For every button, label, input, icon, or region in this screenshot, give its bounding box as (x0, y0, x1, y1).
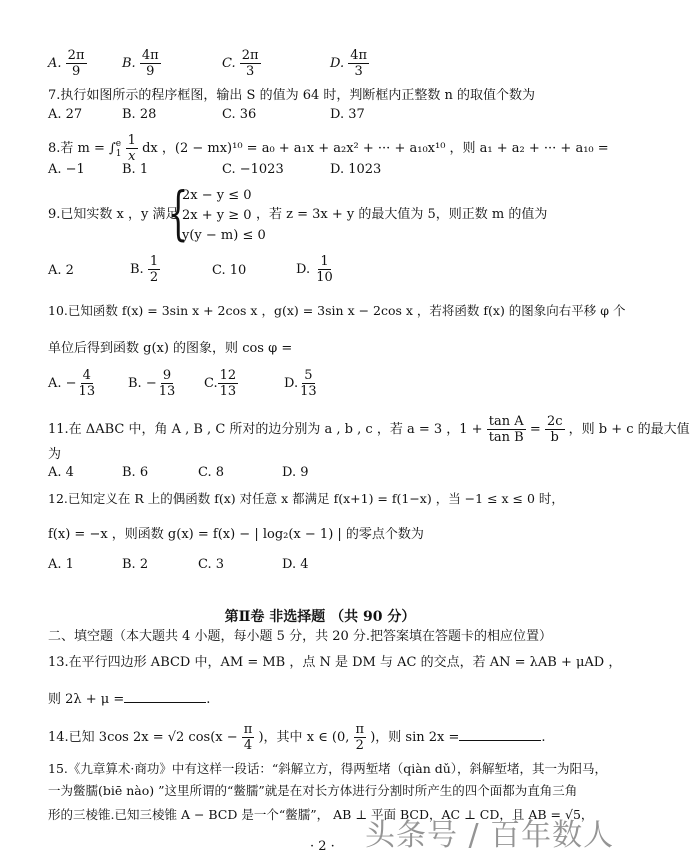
q11-option-a: A. 4 (48, 465, 74, 480)
lower-limit: 1 (115, 148, 122, 159)
numerator: π (243, 722, 253, 737)
section-subtitle: 二、填空题（本大题共 4 小题，每小题 5 分，共 20 分.把答案填在答题卡的相应位置） (48, 629, 553, 644)
numerator: 1 (149, 254, 159, 269)
q10-option-a (48, 368, 97, 399)
q8-stem (48, 133, 609, 164)
q8-option-b: B. 1 (122, 162, 149, 177)
q9-option-d (296, 254, 335, 285)
option-label: B. (122, 56, 136, 71)
numerator: 1 (127, 133, 136, 148)
answer-blank (124, 688, 206, 703)
denominator: 3 (354, 64, 363, 79)
numerator: 2π (67, 48, 85, 63)
q11-option-b: B. 6 (122, 465, 149, 480)
q11-stem (48, 414, 690, 445)
q9-stem-post: ，若 z = 3x + y 的最大值为 5，则正数 m 的值为 (256, 207, 548, 222)
q11-option-c: C. 8 (198, 465, 225, 480)
denominator: 2 (355, 738, 364, 753)
q13-line2: 则 2λ + μ = . (48, 688, 210, 709)
option-label: B. (130, 262, 144, 277)
fraction (218, 368, 239, 399)
q12-line1: 12.已知定义在 R 上的偶函数 f(x) 对任意 x 都满足 f(x+1) = f(1−x) ，当 −1 ≤ x ≤ 0 时， (48, 491, 564, 506)
q9-option-a: A. 2 (48, 263, 74, 278)
watermark: 头条号 / 百年数人 (365, 818, 615, 853)
stem-text: )，则 sin 2x = (370, 730, 460, 745)
constraint: 2x + y ≥ 0 (182, 208, 252, 223)
fraction (157, 368, 178, 399)
q9-constraint-system (182, 186, 266, 246)
denominator: 13 (158, 384, 176, 399)
fraction (298, 368, 319, 399)
denominator: 10 (316, 270, 333, 285)
numerator: 2c (546, 414, 563, 429)
denominator: 3 (246, 64, 255, 79)
section-title: 第Ⅱ卷 非选择题 （共 90 分） (224, 609, 416, 625)
q7-option-c: C. 36 (222, 107, 257, 122)
page-number: · 2 · (310, 839, 335, 854)
q10-option-c (204, 368, 238, 399)
option-label: B. − (128, 376, 157, 391)
denominator: x (128, 149, 136, 164)
option-label: D. (284, 376, 299, 391)
q7-option-d: D. 37 (330, 107, 365, 122)
numerator: 5 (304, 368, 313, 383)
q6-option-a (48, 48, 87, 79)
fraction (148, 254, 160, 285)
option-label: D. (296, 262, 311, 277)
fraction (66, 48, 87, 79)
fraction (545, 414, 565, 445)
integral-limits (116, 139, 122, 159)
stem-text: ，则 b + c 的最大值 (568, 422, 690, 437)
numerator: 1 (320, 254, 329, 269)
stem-text: )，其中 x ∈ (0, (258, 730, 350, 745)
fraction (487, 414, 526, 445)
fraction (240, 48, 261, 79)
numerator: 4π (141, 48, 159, 63)
fraction (77, 368, 98, 399)
q9-stem-pre: 9.已知实数 x ，y 满足 (48, 207, 179, 222)
q14-stem: 14.已知 3cos 2x = √2 cos(x − $\frac{\pi}{4}$ )，其中 x ∈ (0, $\frac{\pi}{2}$ )，则 sin 2x = . (48, 722, 546, 753)
q7-stem: 7.执行如图所示的程序框图，输出 S 的值为 64 时，判断框内正整数 n 的取值个数为 (48, 88, 536, 103)
q9-option-c: C. 10 (212, 263, 247, 278)
q13-line1: 13.在平行四边形 ABCD 中，AM = MB ，点 N 是 DM 与 AC 的交点，若 AN = λAB + μAD ， (48, 655, 622, 670)
q15-line2: 一为鳖臑(biē nào) ”这里所谓的“鳖臑”就是在对长方体进行分割时所产生的四个面都为直角三角 (48, 783, 578, 798)
stem-text: 14.已知 3cos 2x = √2 cos(x − (48, 730, 238, 745)
denominator: 9 (71, 64, 81, 79)
q8-option-a: A. −1 (48, 162, 85, 177)
q10-option-d (284, 368, 319, 399)
option-label: A. − (48, 376, 77, 391)
denominator: 13 (219, 384, 237, 399)
denominator: 13 (78, 384, 96, 399)
fraction (140, 48, 161, 79)
q15-line1: 15.《九章算术·商功》中有这样一段话：“斜解立方，得两堑堵（qiàn dǔ），斜解堑堵，其一为阳马， (48, 761, 608, 776)
q12-option-a: A. 1 (48, 557, 74, 572)
q7-option-b: B. 28 (122, 107, 157, 122)
constraint: y(y − m) ≤ 0 (182, 228, 266, 243)
q9-option-b (130, 254, 160, 285)
q11-wrap: 为 (48, 447, 62, 462)
fraction (242, 722, 255, 753)
numerator: tan A (488, 414, 524, 429)
q10-line1: 10.已知函数 f(x) = 3sin x + 2cos x ，g(x) = 3sin x − 2cos x ，若将函数 f(x) 的图象向右平移 φ 个 (48, 303, 626, 318)
stem-text: 则 2λ + μ = (48, 692, 125, 707)
stem-text: 8.若 m = ∫ (48, 141, 116, 156)
denominator: 13 (300, 384, 317, 399)
q8-option-c: C. −1023 (222, 162, 284, 177)
q12-option-b: B. 2 (122, 557, 149, 572)
constraint: 2x − y ≤ 0 (182, 188, 252, 203)
numerator: π (355, 722, 365, 737)
numerator: 4π (350, 48, 368, 63)
q7-option-a: A. 27 (48, 107, 83, 122)
fraction (126, 133, 138, 164)
q10-line2: 单位后得到函数 g(x) 的图象，则 cos φ = (48, 341, 293, 356)
brace-icon: { (168, 179, 189, 247)
q11-option-d: D. 9 (282, 465, 309, 480)
option-label: D. (330, 56, 345, 71)
q6-option-c (222, 48, 261, 79)
denominator: b (550, 430, 559, 445)
option-label: C. (222, 56, 236, 71)
denominator: 4 (243, 738, 253, 753)
fraction (348, 48, 369, 79)
answer-blank (459, 726, 541, 741)
q10-option-b (128, 368, 177, 399)
q12-option-d: D. 4 (282, 557, 309, 572)
denominator: 9 (146, 64, 155, 79)
fraction (354, 722, 367, 753)
q12-option-c: C. 3 (198, 557, 225, 572)
numerator: 12 (219, 368, 237, 383)
q8-option-d: D. 1023 (330, 162, 382, 177)
option-label: A. (48, 56, 62, 71)
numerator: 2π (241, 48, 259, 63)
fraction (314, 254, 335, 285)
numerator: 9 (162, 368, 172, 383)
q6-option-b (122, 48, 161, 79)
equals-sign: = (529, 422, 541, 437)
q12-line2: f(x) = −x ，则函数 g(x) = f(x) − | log₂(x − 1) | 的零点个数为 (48, 527, 424, 542)
option-label: C. (204, 376, 218, 391)
q15-line3: 形的三棱锥.已知三棱锥 A − BCD 是一个“鳖臑”， AB ⊥ 平面 BCD，AC ⊥ CD，且 AB = √5， (48, 807, 594, 822)
denominator: tan B (488, 430, 524, 445)
upper-limit: e (115, 138, 122, 149)
numerator: 4 (82, 368, 91, 383)
q6-option-d (330, 48, 369, 79)
stem-text: dx ，(2 − mx)¹⁰ = a₀ + a₁x + a₂x² + ··· + a₁₀x¹⁰ ，则 a₁ + a₂ + ··· + a₁₀ = (142, 141, 609, 156)
denominator: 2 (149, 270, 159, 285)
stem-text: 11.在 ΔABC 中，角 A , B , C 所对的边分别为 a , b , c ，若 a = 3 ，1 + (48, 422, 483, 437)
